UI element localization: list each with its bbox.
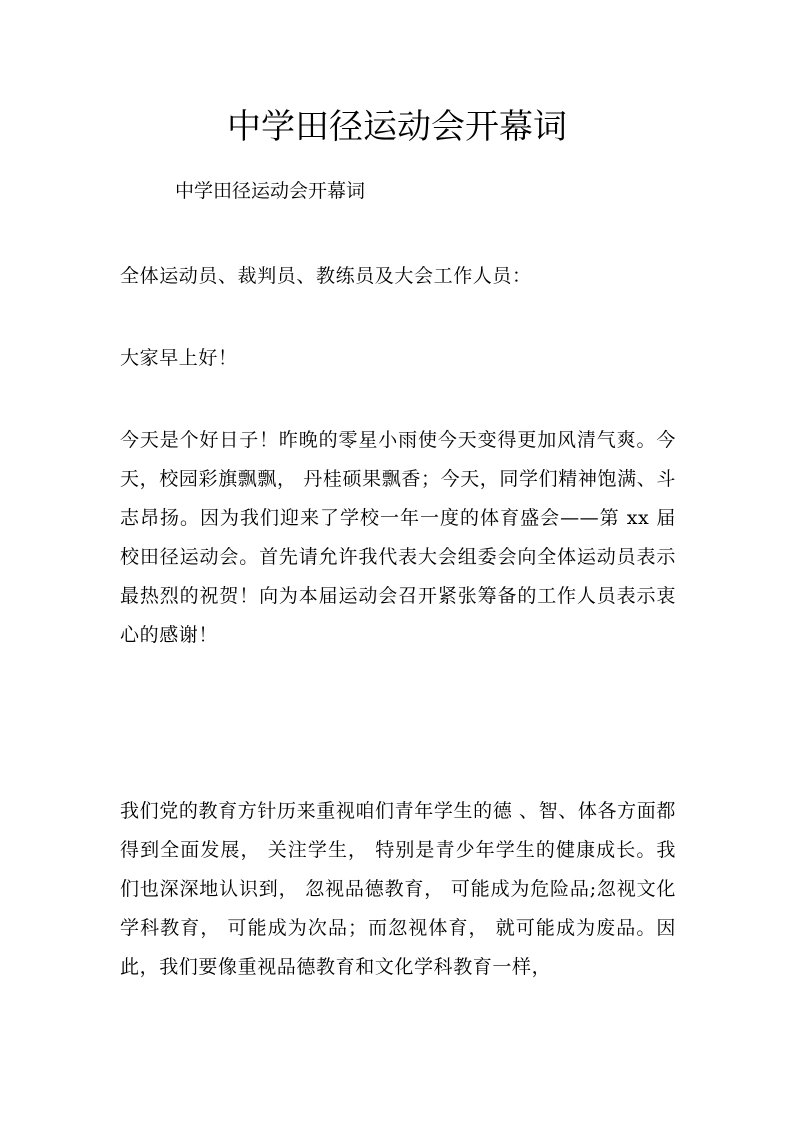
- body-paragraph: 今天是个好日子！昨晚的零星小雨使今天变得更加风清气爽。今天，校园彩旗飘飘， 丹桂硕果飘香；今天，同学们精神饱满、斗志昂扬。因为我们迎来了学校一年一度的体育盛会——第 xx 届校田径运动会。首先请允许我代表大会组委会向全体运动员表示最热烈的祝贺！向为本届运动会召开紧张筹备的工作人员表示衷心的感谢！: [120, 429, 676, 646]
- body-paragraph: 我们党的教育方针历来重视咱们青年学生的德 、智、体各方面都得到全面发展， 关注学生， 特别是青少年学生的健康成长。我们也深深地认识到， 忽视品德教育， 可能成为危险品;忽视文化学科教育， 可能成为次品；而忽视体育， 就可能成为废品。因此，我们要像重视品德教育和文化学科教育一样，: [120, 800, 676, 978]
- document-title: 中学田径运动会开幕词: [227, 107, 567, 147]
- greeting-paragraph: 大家早上好！: [120, 347, 238, 369]
- salutation-paragraph: 全体运动员、裁判员、教练员及大会工作人员：: [120, 265, 532, 287]
- document-subtitle: 中学田径运动会开幕词: [175, 180, 366, 202]
